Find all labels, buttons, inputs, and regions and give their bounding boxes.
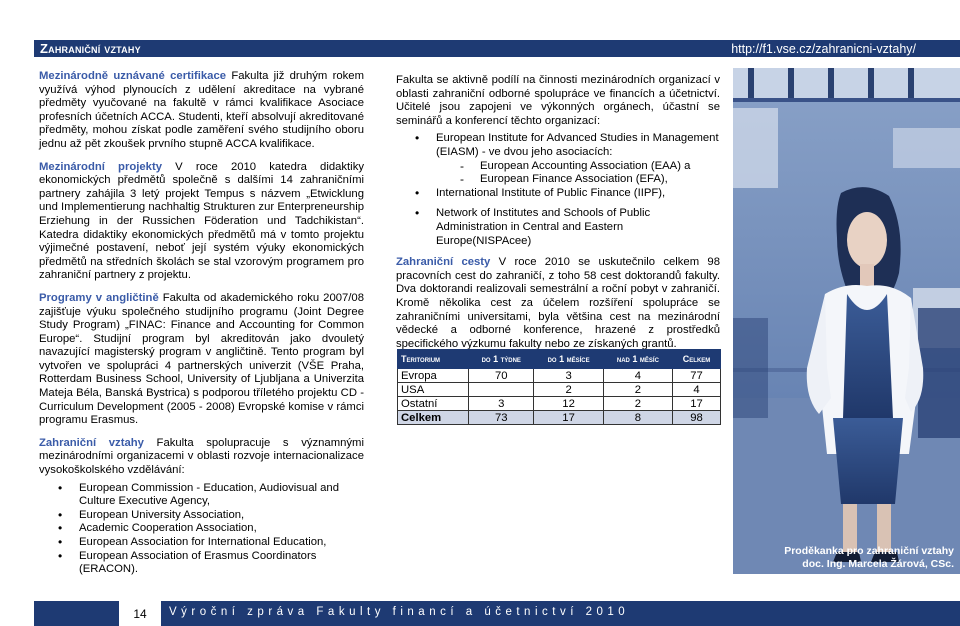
- column-header: do 1 měsíce: [534, 350, 603, 369]
- sub-list-item: - European Accounting Association (EAA) a: [480, 160, 720, 174]
- table-cell: 17: [534, 411, 603, 425]
- text-projects: V roce 2010 katedra didaktiky ekonomických předmětů společně s dalšími 14 zahraničními partnery zahájila 3 letý projekt Tempus s názvem „Etwicklung und Implementierung nachhaltig Strukturen zur Enterpreneurship Erziehung in der Russichen Föderation und Tadchikistan“. Katedra didaktiky ekonomických předmětů má v tomto projektu výjimečné postavení, neboť její systém výuky ekonomických předmětů na středních školách se stal vzorovým programem pro zahraniční partnery z projektu.: [39, 160, 364, 282]
- heading-trips: Zahraniční cesty: [396, 256, 491, 269]
- org-list-left: [39, 482, 364, 577]
- list-item: • Network of Institutes and Schools of Public Administration in Central and Eastern Europe(NISPAcee): [436, 207, 720, 248]
- page-number: 14: [119, 601, 161, 626]
- paragraph-certifications: [39, 70, 364, 152]
- middle-column: [396, 74, 720, 360]
- text-programs: Fakulta od akademického roku 2007/08 zajišťuje výuku společného studijního programu (Joint Degree Study Program) „FINAC: Finance and Accounting for Common Europe“. Studijní program byl akreditován jako dvouletý navazující magisterský program v angličtině. Tento program byl vytvořen ve spolupráci 4 partnerských univerzit (VŠE Praha, Rotterdam Business School, University of Ljubljana a Univerzita Mateja Béla, Banská Bystrica) s podporou tříletého projektu CD - Curriculum Development (2005 - 2008) Evropské komise v rámci programu Erasmus.: [39, 291, 364, 427]
- table-cell: 17: [673, 397, 721, 411]
- table-total-row: [398, 411, 721, 425]
- table-cell: 4: [673, 383, 721, 397]
- paragraph-activities: Fakulta se aktivně podílí na činnosti mezinárodních organizací v oblasti zahraniční odborné spolupráce ve financích a účetnictví. Učitelé jsou zapojeni ve výkonných orgánech, účastní se seminářů a konferencí těchto organizací:: [396, 74, 720, 127]
- header-bar: [34, 40, 960, 57]
- table-cell: USA: [398, 383, 469, 397]
- list-item: • European Association for International Education,: [79, 536, 364, 550]
- list-item-text: European Institute for Advanced Studies in Management (EIASM) - ve dvou jeho asociacích:: [436, 132, 719, 158]
- heading-programs: Programy v angličtině: [39, 291, 159, 304]
- heading-relations: Zahraniční vztahy: [39, 436, 144, 449]
- portrait-photo: [733, 68, 960, 574]
- table-cell: Evropa: [398, 369, 469, 383]
- table-cell: 3: [469, 397, 534, 411]
- table-cell: 98: [673, 411, 721, 425]
- paragraph-trips: [396, 256, 720, 351]
- column-header: do 1 týdne: [469, 350, 534, 369]
- list-item: • European University Association,: [79, 509, 364, 523]
- table-cell: 70: [469, 369, 534, 383]
- section-title: Zahraniční vztahy: [40, 41, 141, 56]
- sub-org-list: [436, 160, 720, 187]
- text-relations: Fakulta spolupracuje s významnými mezinárodními organizacemi v oblasti rozvoje internacionalizace vysokoškolského vzdělávání:: [39, 436, 364, 477]
- table-cell: 8: [603, 411, 672, 425]
- text-trips: V roce 2010 se uskutečnilo celkem 98 pracovních cest do zahraničí, z toho 58 cest doktorandů fakulty. Dva doktorandi realizovali semestrální a roční pobyt v zahraničí. Kromě několika cest za účelem rozšíření spolupráce se zahraničními universitami, byla většina cest na mezinárodní vědecké a odborné konference, hrazené z prostředků specifického výzkumu fakulty nebo ze získaných grantů.: [396, 256, 720, 350]
- paragraph-projects: [39, 161, 364, 283]
- table-cell: 4: [603, 369, 672, 383]
- table-cell: 12: [534, 397, 603, 411]
- table-cell: Ostatní: [398, 397, 469, 411]
- table-cell: [469, 383, 534, 397]
- list-item: • International Institute of Public Finance (IIPF),: [436, 187, 720, 201]
- table-cell: 3: [534, 369, 603, 383]
- photo-caption: [784, 545, 954, 570]
- table-cell: 73: [469, 411, 534, 425]
- column-header: Teritorium: [398, 350, 469, 369]
- list-item: [436, 132, 720, 186]
- left-column: [39, 70, 364, 585]
- table-cell: 2: [534, 383, 603, 397]
- caption-title: Proděkanka pro zahraniční vztahy: [784, 545, 954, 557]
- table-cell: 2: [603, 383, 672, 397]
- heading-certifications: Mezinárodně uznávané certifikace: [39, 70, 227, 82]
- sub-list-item: - European Finance Association (EFA),: [480, 173, 720, 187]
- text-certifications: Fakulta již druhým rokem využívá výhod plynoucích z udělení akreditace na vybrané předměty vyučované na fakultě v rámci kvalifikace Asociace profesních účetních ACCA. Studenti, kteří absolvují akreditované předměty, mohou získat podle zaměření svého studijního oboru jednu až pět zkoušek prvního stupně ACCA kvalifikace.: [39, 70, 365, 150]
- trips-table: [397, 349, 721, 425]
- table-row: [398, 383, 721, 397]
- column-header: nad 1 měsíc: [603, 350, 672, 369]
- section-url[interactable]: http://f1.vse.cz/zahranicni-vztahy/: [731, 41, 916, 56]
- org-list-mid: [396, 132, 720, 248]
- list-item: • European Association of Erasmus Coordinators (ERACON).: [79, 550, 364, 577]
- footer-bar: [34, 601, 960, 626]
- table-header-row: [398, 350, 721, 369]
- list-item: • Academic Cooperation Association,: [79, 522, 364, 536]
- footer-title: Výroční zpráva Fakulty financí a účetnictví 2010: [169, 606, 630, 618]
- portrait-image: [733, 68, 960, 574]
- paragraph-programs: [39, 292, 364, 428]
- table-row: [398, 397, 721, 411]
- column-header: Celkem: [673, 350, 721, 369]
- table-cell: Celkem: [398, 411, 469, 425]
- heading-projects: Mezinárodní projekty: [39, 160, 162, 173]
- list-item: • European Commission - Education, Audiovisual and Culture Executive Agency,: [79, 482, 364, 509]
- caption-name: doc. Ing. Marcela Žárová, CSc.: [802, 557, 954, 570]
- table-row: [398, 369, 721, 383]
- paragraph-relations: [39, 437, 364, 478]
- table-cell: 2: [603, 397, 672, 411]
- table-cell: 77: [673, 369, 721, 383]
